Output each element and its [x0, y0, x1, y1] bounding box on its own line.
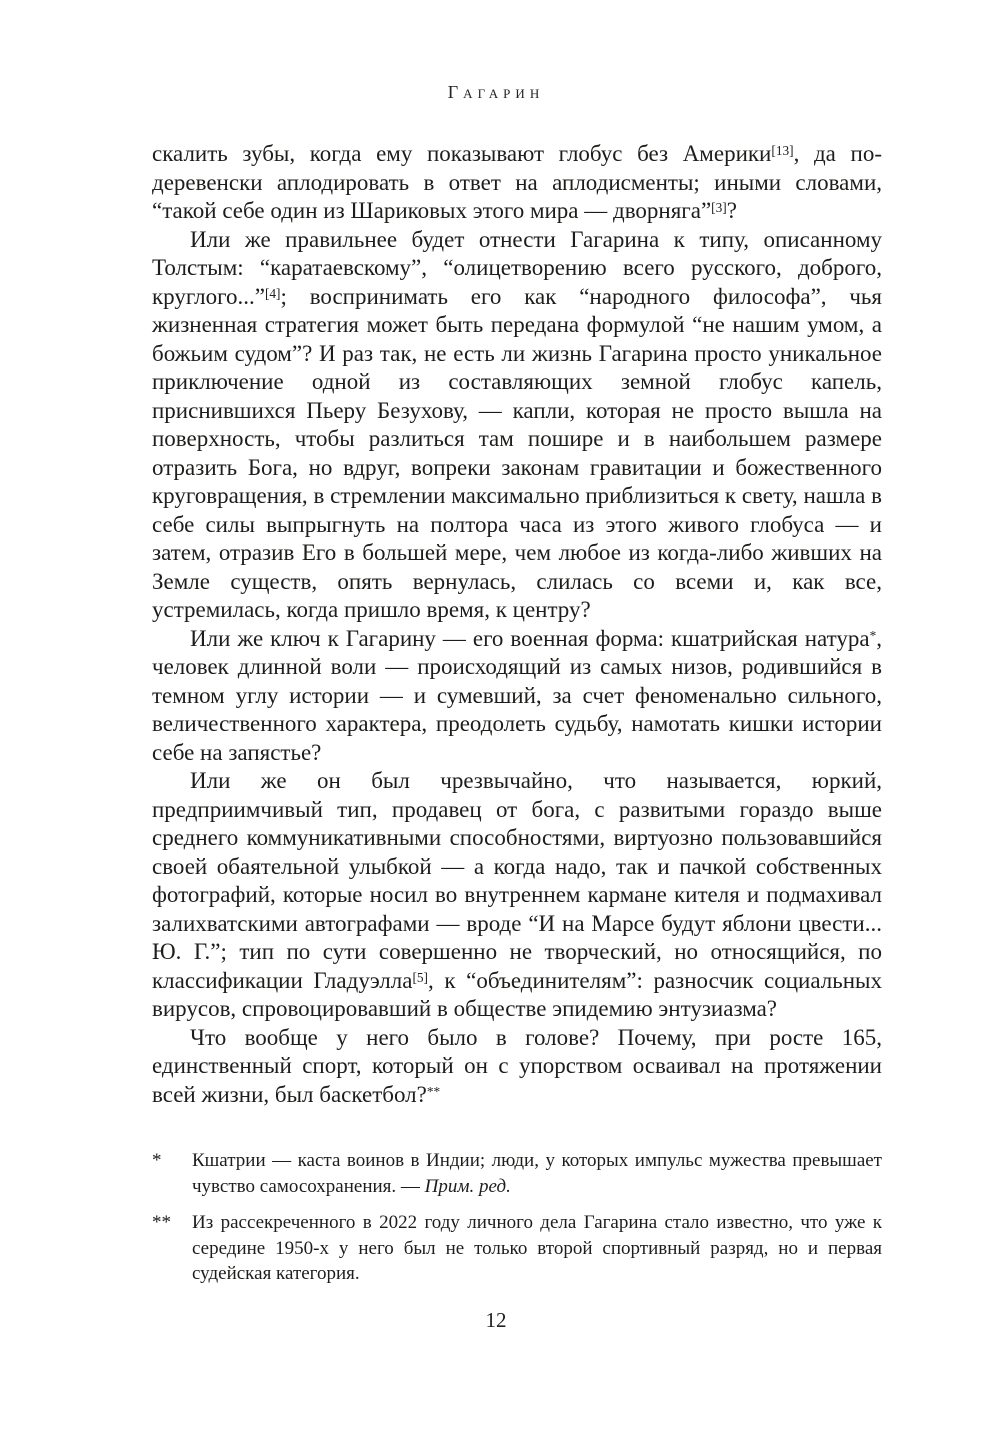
paragraph: Или же правильнее будет отнести Гагарина к типу, описанному Толстым: “каратаевскому”, “олицетворению всего русского, доброго, круглого...”[4]; воспринимать его как “народного философа”, чья жизненная стратегия может быть передана формулой “не нашим умом, а божьим судом”? И раз так, не есть ли жизнь Гагарина просто уникальное приключение одной из составляющих земной глобус капель, приснившихся Пьеру Безухову, — капли, которая не просто вышла на поверхность, чтобы разлиться там пошире и в наибольшем размере отразить Бога, но вдруг, вопреки законам гравитации и божественного круговращения, в стремлении максимально приблизиться к свету, нашла в себе силы выпрыгнуть на полтора часа из этого живого глобуса — и затем, отразив Его в большей мере, чем любое из когда-либо живших на Земле существ, опять вернулась, слилась со всеми и, как все, устремилась, когда пришло время, к центру? [152, 226, 882, 622]
footnote [152, 1210, 882, 1287]
footnote-reference: [5] [412, 969, 428, 985]
footnote-reference: [3] [711, 200, 727, 215]
footnote-text: Из рассекреченного в 2022 году личного дела Гагарина стало известно, что уже к середине 1950-х у него был не только второй спортивный разряд, но и первая судейская категория. [192, 1212, 882, 1284]
footnote-reference: * [869, 627, 877, 643]
footnote-marker: ** [152, 1212, 171, 1233]
footnote-reference: [4] [264, 285, 281, 301]
paragraph: Или же он был чрезвычайно, что называется, юркий, предприимчивый тип, продавец от бога, с развитыми гораздо выше среднего коммуникативными способностями, виртуозно пользовавшийся своей обаятельной улыбкой — а когда надо, так и пачкой собственных фотографий, которые носил во внутреннем кармане кителя и подмахивал залихватскими автографами — вроде “И на Марсе будут яблони цвести... Ю. Г.”; тип по сути совершенно не творческий, но относящийся, по классификации Гладуэлла[5], к “объединителям”: разносчик социальных вирусов, спровоцировавший в обществе эпидемию энтузиазма? [152, 768, 882, 1021]
footnote [152, 1148, 882, 1199]
italic-text: Прим. ред. [424, 1175, 511, 1197]
footnotes-block [152, 1148, 882, 1298]
paragraph: Что вообще у него было в голове? Почему, при росте 165, единственный спорт, который он с упорством осваивал на протяжении всей жизни, был баскетбол?** [152, 1024, 882, 1107]
footnote-text: Кшатрии — каста воинов в Индии; люди, у которых импульс мужества превышает чувство самосохранения. — Прим. ред. [192, 1150, 882, 1197]
page-number: 12 [485, 1308, 507, 1332]
paragraph: скалить зубы, когда ему показывают глобус без Америки[13], да по-деревенски аплодировать в ответ на аплодисменты; иными словами, “такой себе один из Шариковых этого мира — дворняга”[3]? [152, 141, 882, 223]
paragraph: Или же ключ к Гагарину — его военная форма: кшатрийская натура*, человек длинной воли — происходящий из самых низов, родившийся в темном углу истории — и сумевший, за счет феноменально сильного, величественного характера, преодолеть судьбу, намотать кишки истории себе на запястье? [152, 625, 882, 765]
footnote-reference: ** [426, 1083, 441, 1099]
footnote-marker: * [152, 1150, 162, 1171]
running-header: Гагарин [447, 82, 545, 102]
main-text-block [152, 140, 882, 1109]
footnote-reference: [13] [771, 143, 794, 158]
